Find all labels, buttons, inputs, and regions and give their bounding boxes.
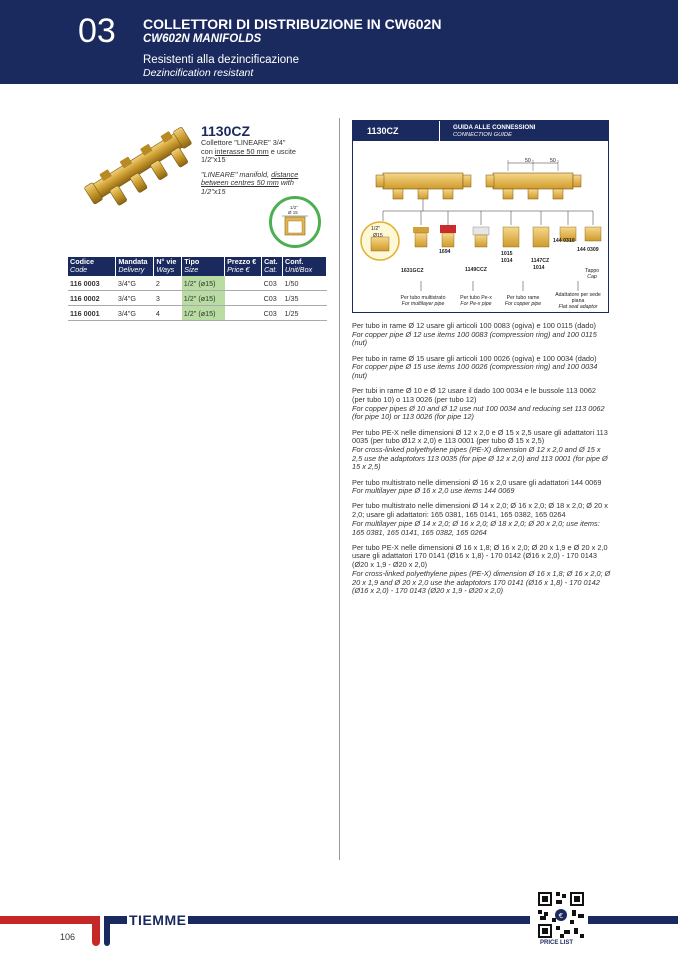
note-item: Per tubo multistrato nelle dimensioni Ø 16 x 2,0 usare gli adattatori 144 0069 For multilayer pipe Ø 16 x 2,0 use items 144 0069: [352, 477, 602, 496]
cell-box: 1/25: [283, 306, 327, 321]
connection-diagram: [353, 141, 608, 313]
circle-label-2: Ø15: [373, 233, 383, 239]
outlet-detail-icon: [272, 199, 318, 245]
fitting-1014-a: 1014: [501, 258, 513, 264]
col-code-header: Codice Code: [68, 257, 116, 276]
note-item: Per tubo PE-X nelle dimensioni Ø 16 x 1,8; Ø 16 x 2,0; Ø 20 x 1,9 e Ø 20 x 2,0 usare gli adattatori 170 0141 (Ø16 x 1,8) - 170 0142 (Ø16 x 2,0) - 170 0143 (Ø20 x 1,9 - Ø20 x 2,0) For cross-linked polyethylene pipes (PE-X) dimension Ø 16 x 1,8; Ø 16 x 2,0; Ø 20 x 1,9 and Ø 20 x 2,0 use the adaptotors 170 0141 (Ø16 x 1,8) - 170 0142 (Ø16 x 2,0) - 170 0143 (Ø20 x 1,9 - Ø20 x 2,0): [352, 542, 611, 596]
footer-red-hook: [92, 916, 100, 946]
cell-price: [225, 306, 262, 321]
brand-logo: TIEMME: [129, 912, 187, 928]
section-title-it: COLLETTORI DI DISTRIBUZIONE IN CW602N: [143, 16, 442, 32]
guide-header: [353, 121, 608, 141]
note-item: Per tubo in rame Ø 12 usare gli articoli 100 0083 (ogiva) e 100 0115 (dado) For copper pipe Ø 12 use items 100 0083 (compression ring) and 100 0115 (nut): [352, 321, 597, 348]
manifold-product-image: [80, 120, 195, 210]
page-header: [0, 0, 678, 84]
col-delivery-header: Mandata Delivery: [116, 257, 154, 276]
fitting-1631gcz: 1631GCZ: [401, 268, 424, 274]
desc-en-a: "LINEARE" manifold,: [201, 169, 272, 179]
fitting-1147cz: 1147CZ: [531, 258, 550, 264]
desc-it-line2b: interasse 50 mm: [214, 146, 269, 156]
col-ways-header: N° vie Ways: [154, 257, 182, 276]
column-divider: [339, 118, 340, 860]
cell-box: 1/50: [283, 276, 327, 291]
table-header-row: [68, 257, 327, 276]
cell-delivery: 3/4"G: [116, 306, 154, 321]
cell-delivery: 3/4"G: [116, 291, 154, 306]
svg-text:€: €: [558, 912, 564, 920]
desc-it-line2c: e uscite 1/2"x15: [201, 146, 296, 165]
price-list-label: PRICE LIST: [540, 940, 574, 946]
cell-code: 116 0003: [68, 276, 116, 291]
col-size-header: Tipo Size: [182, 257, 225, 276]
cell-size: 1/2" (ø15): [182, 291, 225, 306]
product-description: [201, 139, 316, 197]
guide-flatseat-label: Adattatore per sede piana Flat seat adaptor: [555, 292, 601, 310]
guide-code: 1130CZ: [367, 126, 399, 136]
note-item: Per tubo multistrato nelle dimensioni Ø 14 x 2,0; Ø 16 x 2,0; Ø 18 x 2,0; Ø 20 x 2,0; usare gli adattatori: 165 0381, 165 0141, 165 0382, 165 0264 For multilayer pipe Ø 14 x 2,0; Ø 16 x 2,0; Ø 18 x 2,0; Ø 20 x 2,0; use items: 165 0381, 165 0141, 165 0382, 165 0264: [352, 501, 608, 537]
guide-title-it: GUIDA ALLE CONNESSIONI: [453, 124, 536, 131]
note-item: Per tubi in rame Ø 10 e Ø 12 usare il dado 100 0034 e le bussole 113 0062 (per tubo 10) o 113 0026 (per tubo 12) For copper pipes Ø 10 and Ø 12 use nut 100 0034 and reducing set 113 0062 (for pipe 10) or 113 0026 (for pipe 12): [352, 386, 605, 422]
section-subtitle-en: Dezincification resistant: [143, 67, 254, 79]
cell-ways: 3: [154, 291, 182, 306]
product-table: [68, 257, 327, 321]
compatibility-notes: [352, 322, 611, 602]
desc-en-b: distance between centres 50 mm: [201, 169, 299, 188]
fitting-1149ccz: 1149CCZ: [465, 267, 487, 273]
table-row: [68, 276, 327, 291]
page-number: 106: [60, 932, 76, 942]
product-code: 1130CZ: [201, 123, 251, 139]
fitting-1015: 1015: [501, 251, 513, 257]
footer-red-bar: [0, 916, 100, 924]
cell-code: 116 0002: [68, 291, 116, 306]
guide-title-en: CONNECTION GUIDE: [453, 132, 512, 138]
cell-size: 1/2" (ø15): [182, 306, 225, 321]
cell-size: 1/2" (ø15): [182, 276, 225, 291]
desc-it-line1: Collettore "LINEARE" 3/4": [201, 138, 286, 147]
guide-copper-label: Per tubo rame For copper pipe: [504, 295, 542, 307]
desc-en-c: with 1/2"x15: [201, 178, 294, 196]
col-cat-header: Cat. Cat.: [262, 257, 283, 276]
circle-label-1: 1/2": [371, 226, 381, 232]
section-number: 03: [78, 12, 116, 50]
table-row: [68, 306, 327, 321]
cell-ways: 2: [154, 276, 182, 291]
fitting-144-0309: 144 0309: [577, 247, 599, 253]
note-item: Per tubo in rame Ø 15 usare gli articoli 100 0026 (ogiva) e 100 0034 (dado) For copper pipe Ø 15 use items 100 0026 (compression ring) and 100 0034 (nut): [352, 353, 598, 381]
connection-guide: [352, 120, 609, 313]
qr-code-icon[interactable]: [536, 890, 586, 940]
col-box-header: Conf. Unit/Box: [283, 257, 327, 276]
guide-multilayer-label: Per tubo multistrato For multilayer pipe: [400, 295, 446, 307]
cell-cat: C03: [262, 291, 283, 306]
col-price-header: Prezzo € Price €: [225, 257, 262, 276]
cap-label: Tappo Cap: [585, 268, 600, 280]
cell-cat: C03: [262, 276, 283, 291]
cell-delivery: 3/4"G: [116, 276, 154, 291]
guide-pex-label: Per tubo Pe-x For Pe-x pipe: [460, 295, 492, 307]
cell-ways: 4: [154, 306, 182, 321]
fitting-1014-b: 1014: [533, 265, 545, 271]
cell-price: [225, 291, 262, 306]
desc-it-line2a: con: [201, 146, 215, 156]
cell-cat: C03: [262, 306, 283, 321]
fitting-144-0310: 144 0310: [553, 238, 575, 244]
detail-label-inch: 1/2": [290, 205, 298, 210]
dim-label-1: 50: [525, 158, 531, 164]
outlet-detail-circle: [269, 196, 321, 248]
cell-price: [225, 276, 262, 291]
cell-box: 1/35: [283, 291, 327, 306]
dim-label-2: 50: [550, 158, 556, 164]
section-subtitle-it: Resistenti alla dezincificazione: [143, 54, 299, 66]
section-title-en: CW602N MANIFOLDS: [143, 33, 262, 45]
cell-code: 116 0001: [68, 306, 116, 321]
detail-label-diameter: Ø 15: [288, 210, 298, 215]
note-item: Per tubo PE-X nelle dimensioni Ø 12 x 2,0 e Ø 15 x 2,5 usare gli adattatori 113 0035 (per tubo Ø12 x 2,0) e 113 0001 (per tubo Ø 15 x 2,5) For cross-linked polyethylene pipes (PE-X) dimension Ø 12 x 2,0 and Ø 15 x 2,5 use the adaptotors 113 0035 (for pipe Ø 12 x 2,0) and 113 0001 (for pipe Ø 15 x 2,5): [352, 427, 608, 472]
table-row: [68, 291, 327, 306]
footer-blue-bar-right: [588, 916, 678, 924]
fitting-1694: 1694: [439, 249, 451, 255]
